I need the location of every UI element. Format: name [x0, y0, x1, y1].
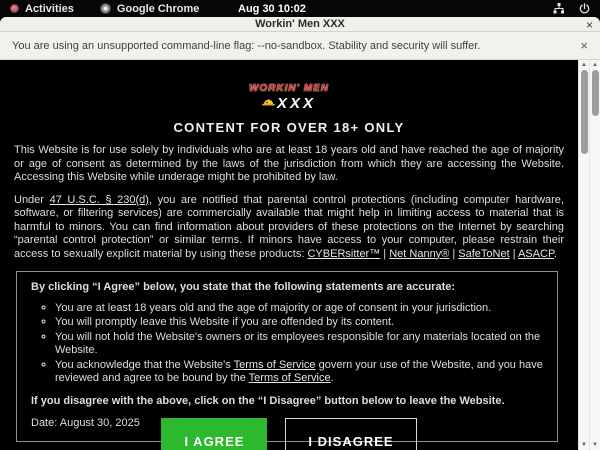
window-title: Workin' Men XXX [255, 18, 345, 30]
cybersitter-link[interactable]: CYBERsitter™ [307, 247, 381, 260]
site-logo-wordmark: WORKIN' MEN [248, 83, 330, 94]
safetonet-link[interactable]: SafeToNet [458, 247, 510, 260]
site-logo [249, 84, 329, 112]
bullet4-end: . [330, 372, 334, 384]
agreement-bullet: ◦ You will promptly leave this Website if you are offended by its content. [55, 316, 543, 330]
parental-controls-paragraph [14, 194, 564, 262]
agreement-bullet: ◦ You will not hold the Website's owners or its employees responsible for any materials located on the Website. [55, 331, 543, 358]
system-top-bar [0, 0, 600, 17]
scrollbar-thumb[interactable] [592, 70, 599, 116]
scroll-up-icon[interactable]: ▲ [581, 62, 587, 68]
page-content [0, 60, 578, 450]
para2-body: , you are notified that parental control protections (including computer hardware, software, or filtering services) are commercially available that might help in limiting access to material that is harmful to minors. You can find information about providers of these protections on the Internet by searching “parental control protection” or similar terms. If minors have access to your computer, please restrain their access to sexually explicit material by using these products: [14, 193, 564, 260]
product-separator: | [449, 247, 459, 260]
power-icon[interactable] [579, 3, 590, 14]
focused-app-label: Google Chrome [116, 2, 200, 15]
consent-button-row [0, 418, 578, 450]
focused-app-menu[interactable] [74, 3, 200, 15]
scroll-up-icon[interactable]: ▲ [592, 62, 598, 68]
age-statement-paragraph: This Website is for use solely by individuals who are at least 18 years old and have reached the age of majority or age of consent as determined by the laws of the jurisdiction from which they are accessing the Website. Accessing this Website while underage might be prohibited by law. [14, 144, 564, 183]
scrollbar-thumb[interactable] [581, 70, 588, 154]
clock-label: Aug 30 10:02 [238, 2, 306, 15]
infobar-message: You are using an unsupported command-line flag: --no-sandbox. Stability and security will suffer. [12, 39, 481, 52]
scroll-down-icon[interactable]: ▼ [581, 442, 587, 448]
disagree-note: If you disagree with the above, click on the “I Disagree” button below to leave the Website. [31, 394, 505, 407]
activities-button[interactable] [10, 3, 74, 15]
inner-scrollbar[interactable] [578, 60, 589, 450]
clock-menu[interactable] [238, 0, 306, 17]
infobar-close-icon[interactable]: × [580, 38, 588, 53]
scrollbar-strip [578, 60, 600, 450]
agreement-bullet-list [31, 302, 543, 386]
agree-button[interactable]: I AGREE [161, 418, 267, 450]
activities-indicator-icon [10, 4, 19, 13]
chrome-icon [100, 3, 111, 14]
product-separator: | [509, 247, 519, 260]
bullet4-pre: You acknowledge that the Website's [55, 358, 234, 371]
para2-end: . [553, 247, 557, 260]
disagree-button[interactable]: I DISAGREE [285, 418, 416, 450]
date-line: Date: August 30, 2025 [31, 417, 140, 429]
para2-prefix: Under [14, 193, 50, 206]
network-tree-icon[interactable] [553, 3, 565, 14]
asacp-link[interactable]: ASACP [518, 247, 554, 260]
site-logo-xxx: XXX [276, 94, 316, 112]
hard-hat-icon [262, 94, 275, 112]
window-close-icon[interactable]: × [585, 17, 593, 32]
window-titlebar [0, 17, 600, 32]
agreement-box [16, 271, 558, 442]
netnanny-link[interactable]: Net Nanny® [389, 247, 450, 260]
agreement-intro: By clicking “I Agree” below, you state that the following statements are accurate: [31, 281, 456, 293]
scroll-down-icon[interactable]: ▼ [592, 442, 598, 448]
product-separator: | [380, 247, 390, 260]
agreement-bullet: ◦ You are at least 18 years old and the age of majority or age of consent in your jurisdiction. [55, 302, 543, 316]
window-scrollbar[interactable] [589, 60, 600, 450]
activities-label: Activities [25, 2, 74, 15]
system-tray[interactable] [553, 3, 590, 14]
terms-of-service-link[interactable]: Terms of Service [248, 372, 331, 384]
terms-of-service-link[interactable]: Terms of Service [233, 358, 316, 371]
usc-230d-link[interactable]: 47 U.S.C. § 230(d) [49, 193, 149, 206]
agreement-bullet [55, 359, 543, 386]
chrome-infobar [0, 32, 600, 60]
bullet4-mid: govern your use of the Website, and you have reviewed and agree to be bound by the [55, 358, 543, 384]
page-title: CONTENT FOR OVER 18+ ONLY [173, 120, 405, 135]
